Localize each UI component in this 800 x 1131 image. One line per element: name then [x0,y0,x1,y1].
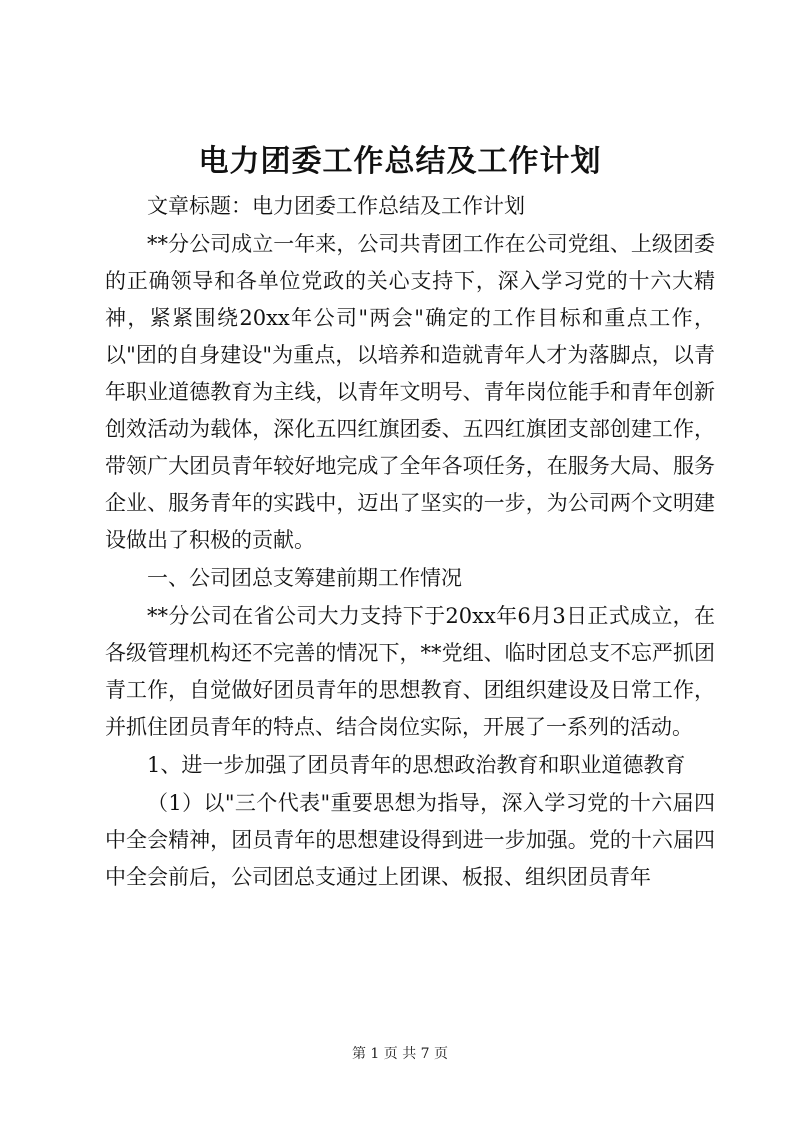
page-footer: 第 1 页 共 7 页 [351,1046,449,1062]
paragraph-intro: **分公司成立一年来，公司共青团工作在公司党组、上级团委的正确领导和各单位党政的关心支持下，深入学习党的十六大精神，紧紧围绕20xx年公司"两会"确定的工作目标和重点工作，以"团的自身建设"为重点，以培养和造就青年人才为落脚点，以青年职业道德教育为主线，以青年文明号、青年岗位能手和青年创新创效活动为载体，深化五四红旗团委、五四红旗团支部创建工作，带领广大团员青年较好地完成了全年各项任务，在服务大局、服务企业、服务青年的实践中，迈出了坚实的一步，为公司两个文明建设做出了积极的贡献。 [105,232,715,552]
document-body [105,188,715,896]
paragraph-subsection-1: （1）以"三个代表"重要思想为指导，深入学习党的十六届四中全会精神，团员青年的思想建设得到进一步加强。党的十六届四中全会前后，公司团总支通过上团课、板报、组织团员青年 [105,791,715,889]
article-title-line: 文章标题：电力团委工作总结及工作计划 [147,194,525,218]
document-title: 电力团委工作总结及工作计划 [198,144,602,179]
paragraph-section-1: **分公司在省公司大力支持下于20xx年6月3日正式成立，在各级管理机构还不完善的情况下，**党组、临时团总支不忘严抓团青工作，自觉做好团员青年的思想教育、团组织建设及日常工作，并抓住团员青年的特点、结合岗位实际，开展了一系列的活动。 [105,604,715,739]
section-heading-1: 一、公司团总支筹建前期工作情况 [147,566,462,590]
subsection-heading-1: 1、进一步加强了团员青年的思想政治教育和职业道德教育 [147,753,686,777]
